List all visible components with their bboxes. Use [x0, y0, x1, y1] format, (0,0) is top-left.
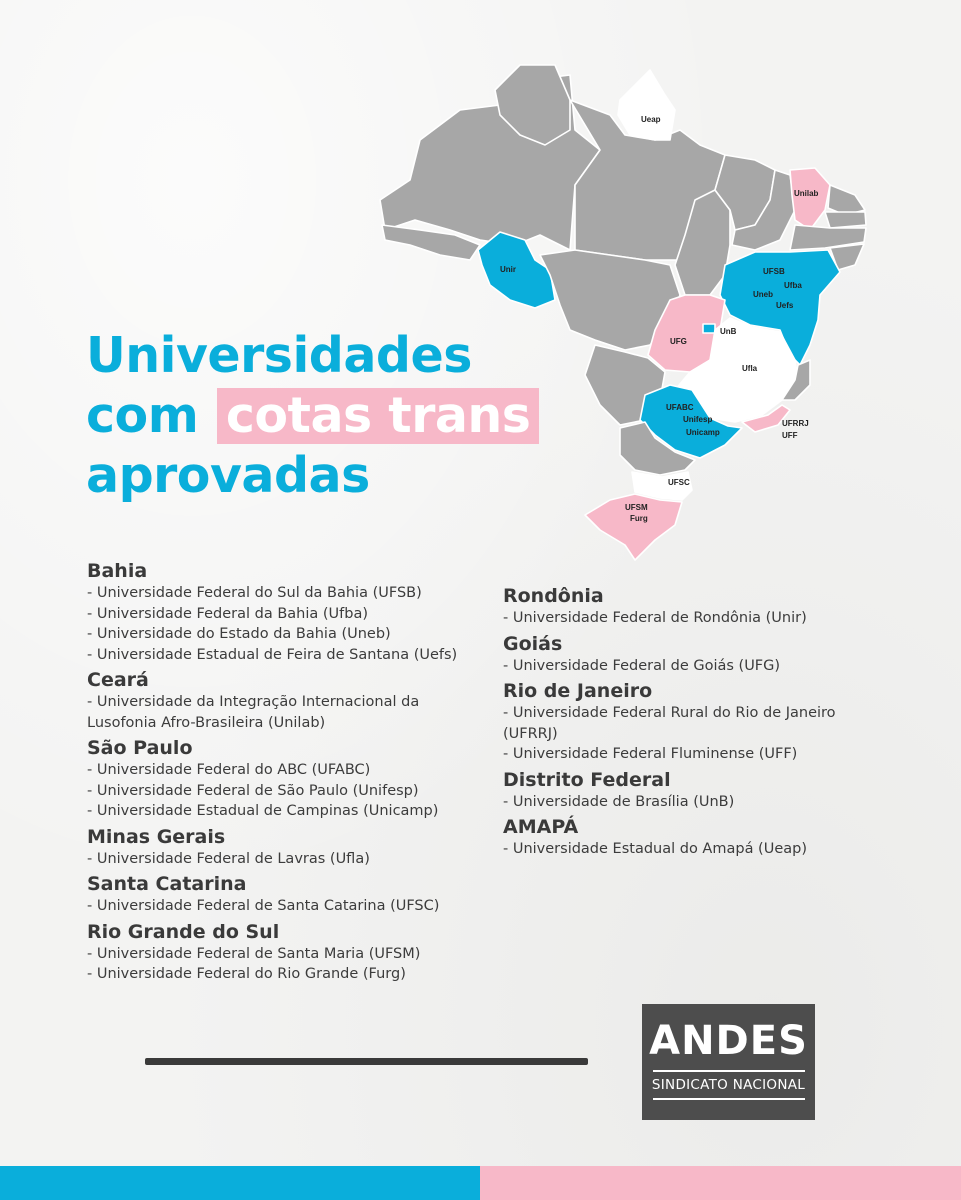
state-group: [503, 816, 903, 860]
map-label-unilab: Unilab: [794, 189, 819, 198]
university-item: - Universidade Estadual de Campinas (Unicamp): [87, 803, 439, 819]
footer-bar-pink: [480, 1166, 961, 1200]
map-label-ufba: Ufba: [784, 281, 802, 290]
headline-line-1: Universidades: [86, 327, 472, 384]
state-name: Santa Catarina: [87, 873, 247, 895]
university-item: - Universidade Federal de Santa Maria (UFSM): [87, 945, 421, 962]
state-group: [503, 769, 903, 813]
university-item: - Universidade Federal de Lavras (Ufla): [87, 850, 370, 867]
logo-name: ANDES: [649, 1018, 808, 1064]
university-list-left: [87, 560, 507, 989]
university-item: - Universidade Estadual de Feira de Santana (Uefs): [87, 646, 458, 663]
map-label-ufsm: UFSM: [625, 503, 648, 512]
state-group: [87, 826, 507, 870]
state-name: Rondônia: [503, 585, 604, 607]
state-group: [87, 921, 507, 985]
map-label-ufla: Ufla: [742, 364, 758, 373]
state-name: Goiás: [503, 632, 563, 655]
map-label-ufg: UFG: [670, 337, 687, 346]
state-paraiba: [825, 212, 866, 228]
logo-subtitle: SINDICATO NACIONAL: [651, 1077, 806, 1093]
map-label-ueap: Ueap: [641, 115, 661, 124]
state-name: São Paulo: [87, 737, 193, 759]
university-item: - Universidade Federal da Bahia (Ufba): [87, 605, 368, 622]
university-list-right: [503, 585, 903, 864]
divider-line: [145, 1058, 588, 1065]
headline: [86, 326, 566, 506]
map-label-uff: UFF: [782, 431, 798, 440]
map-label-unifesp: Unifesp: [683, 415, 713, 424]
state-name: Rio de Janeiro: [503, 680, 653, 702]
map-label-unb: UnB: [720, 327, 737, 336]
headline-line-3: aprovadas: [86, 447, 370, 504]
state-group: [503, 585, 903, 629]
footer-bar-blue: [0, 1166, 480, 1200]
state-group: [87, 873, 507, 917]
university-item: - Universidade Federal de Santa Catarina (UFSC): [87, 898, 440, 914]
university-item: - Universidade Federal de Rondônia (Unir): [503, 610, 807, 626]
university-item: - Universidade Federal do Rio Grande (Furg): [87, 966, 406, 982]
headline-line-2: [86, 386, 566, 446]
university-item: - Universidade do Estado da Bahia (Uneb): [87, 626, 391, 642]
logo-rule-bottom: [653, 1098, 805, 1100]
state-ceara: [790, 168, 830, 230]
map-label-uefs: Uefs: [776, 301, 794, 310]
state-name: AMAPÁ: [503, 816, 579, 838]
map-label-unir: Unir: [500, 265, 516, 274]
logo-rule-top: [653, 1070, 805, 1072]
state-name: Ceará: [87, 669, 149, 691]
andes-logo: [642, 1004, 815, 1120]
map-label-uneb: Uneb: [753, 290, 773, 299]
state-group: [87, 560, 507, 665]
state-name: Rio Grande do Sul: [87, 920, 280, 943]
headline-highlight: cotas trans: [217, 388, 540, 444]
university-item: - Universidade Federal Fluminense (UFF): [503, 746, 798, 762]
headline-line-2-prefix: com: [86, 387, 199, 444]
map-label-ufrrj: UFRRJ: [782, 419, 809, 428]
state-rondonia: [478, 232, 555, 308]
university-item: - Universidade Estadual do Amapá (Ueap): [503, 841, 807, 857]
state-name: Bahia: [87, 560, 148, 582]
university-item: - Universidade Federal Rural do Rio de Janeiro (UFRRJ): [503, 705, 836, 742]
state-group: [87, 737, 507, 822]
map-label-ufsc: UFSC: [668, 478, 690, 487]
state-rio-grande-do-norte: [828, 185, 865, 215]
university-item: - Universidade Federal de Goiás (UFG): [503, 657, 781, 674]
map-label-ufsb: UFSB: [763, 267, 785, 276]
map-label-unicamp: Unicamp: [686, 428, 720, 437]
university-item: - Universidade Federal do ABC (UFABC): [87, 762, 371, 778]
university-item: - Universidade Federal de São Paulo (Unifesp): [87, 782, 419, 799]
university-item: - Universidade de Brasília (UnB): [503, 793, 735, 810]
state-group: [503, 633, 903, 677]
state-name: Minas Gerais: [87, 825, 226, 848]
state-name: Distrito Federal: [503, 768, 671, 791]
map-label-ufabc: UFABC: [666, 403, 694, 412]
university-item: - Universidade Federal do Sul da Bahia (UFSB): [87, 585, 422, 601]
state-amapa: [618, 70, 675, 140]
state-group: [87, 669, 507, 733]
state-group: [503, 680, 903, 765]
state-distrito-federal: [703, 324, 715, 333]
university-item: - Universidade da Integração Internacional da Lusofonia Afro-Brasileira (Unilab): [87, 694, 420, 731]
map-label-furg: Furg: [630, 514, 648, 523]
